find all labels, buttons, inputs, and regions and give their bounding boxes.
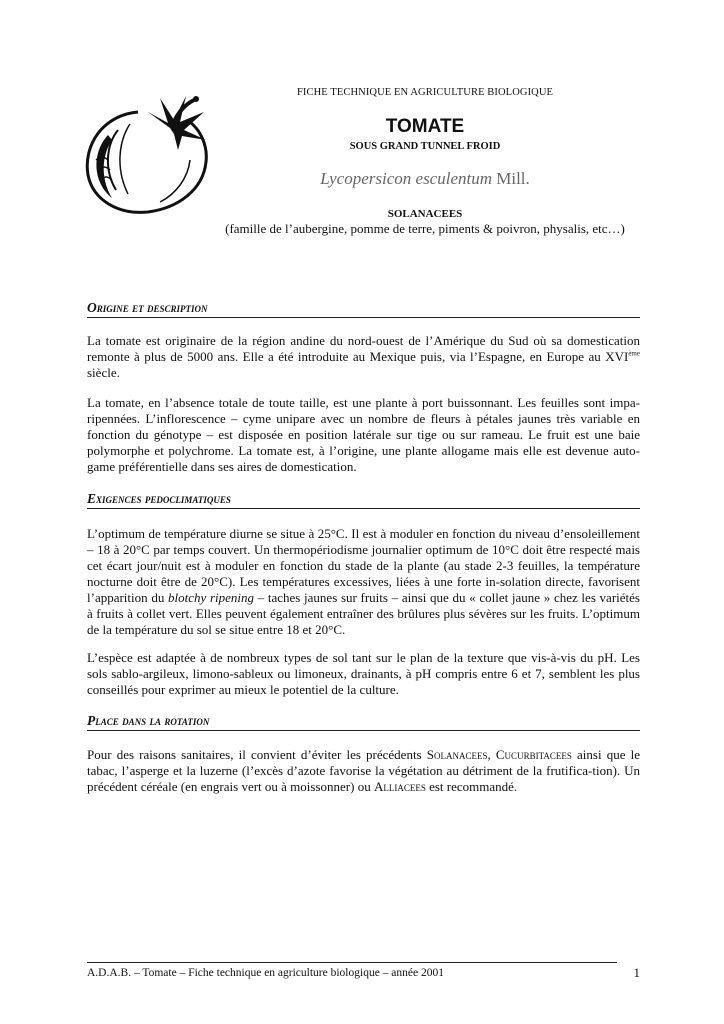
section-heading-origine: Origine et description [87, 300, 640, 318]
fiche-label [210, 87, 640, 98]
tomato-drawing-icon [78, 90, 218, 220]
latin-author: Mill. [496, 169, 530, 188]
paragraph-text: siècle. [87, 365, 120, 380]
latin-genus-species: Lycopersicon esculentum [320, 169, 492, 188]
plant-family: SOLANACEES [387, 208, 463, 220]
paragraph-exigences-1 [87, 526, 640, 638]
latin-name [210, 169, 640, 189]
paragraph-text: ainsi que le tabac, l’asperge et la luzerne (l’excès d’azote favorise la végétation au détriment de la frutifica-tion). Un précédent céréale (en engrais vert ou à moissonner) ou [87, 747, 640, 794]
page-number: 1 [633, 965, 640, 980]
footer-text: A.D.A.B. – Tomate – Fiche technique en agriculture biologique – année 2001 [87, 967, 444, 979]
paragraph-rotation-1 [87, 747, 640, 795]
paragraph-text: est recommandé. [425, 779, 518, 794]
tomato-logo [78, 90, 218, 220]
paragraph-origine-1 [87, 333, 640, 381]
paragraph-text: Pour des raisons sanitaires, il convient d’éviter les précédents [87, 747, 427, 762]
superscript: ème [628, 349, 640, 358]
small-caps-term: Cucurbitacees [495, 747, 572, 762]
section-heading-rotation: Place dans la rotation [87, 713, 640, 731]
document-subtitle: SOUS GRAND TUNNEL FROID [349, 141, 501, 152]
paragraph-text: , [487, 747, 496, 762]
fiche-label-text: FICHE TECHNIQUE EN AGRICULTURE BIOLOGIQUE [296, 87, 554, 98]
small-caps-term: Alliacees [373, 779, 426, 794]
plant-family-description: (famille de l’aubergine, pomme de terre, piments & poivron, physalis, etc…) [225, 221, 625, 236]
paragraph-origine-2: La tomate, en l’absence totale de toute taille, est une plante à port buissonnant. Les feuilles sont impa-ripennées. L’inflorescence – cyme unipare avec un nombre de fleurs à pétales jaunes très variable en fonction du génotype – est disposée en position latérale sur tige ou sur rameau. Le fruit est une baie polymorphe et polychrome. La tomate est, à l’origine, une plante allogame mais elle est devenue auto-game préférentielle dans ses aires de domestication. [87, 395, 640, 474]
paragraph-text: La tomate est originaire de la région andine du nord-ouest de l’Amérique du Sud où sa domestication remonte à plus de 5000 ans. Elle a été introduite au Mexique puis, via l’Espagne, en Europe au XVI [87, 333, 640, 364]
document-title: TOMATE [385, 116, 465, 137]
paragraph-text: – taches jaunes sur fruits – ainsi que du « collet jaune » chez les variétés à fruits à collet vert. Elles peuvent également entraîner des brûlures plus sévères sur les fruits. L’optimum de la température du sol se situe entre 18 et 20°C. [87, 590, 640, 637]
section-heading-exigences: Exigences pedoclimatiques [87, 491, 640, 509]
footer-divider [87, 962, 617, 963]
small-caps-term: Solanacees [426, 747, 488, 762]
paragraph-exigences-2: L’espèce est adaptée à de nombreux types de sol tant sur le plan de la texture que vis-à-vis du pH. Les sols sablo-argileux, limono-sableux ou limoneux, drainants, à pH compris entre 6 et 7, semblent les plus conseillés pour exprimer au mieux le potentiel de la culture. [87, 650, 640, 697]
italic-term: blotchy ripening [168, 590, 255, 605]
paragraph-text: L’optimum de température diurne se situe à 25°C. Il est à moduler en fonction du niveau d’ensoleillement – 18 à 20°C par temps couvert. Un thermopériodisme journalier optimum de 10°C doit être respecté mais cet écart jour/nuit est à moduler en fonction du stade de la plante (au stade 2-3 feuilles, la température nocturne doit être de 20°C). Les températures excessives, liées à une forte in-solation directe, favorisent l’apparition du [87, 526, 640, 605]
